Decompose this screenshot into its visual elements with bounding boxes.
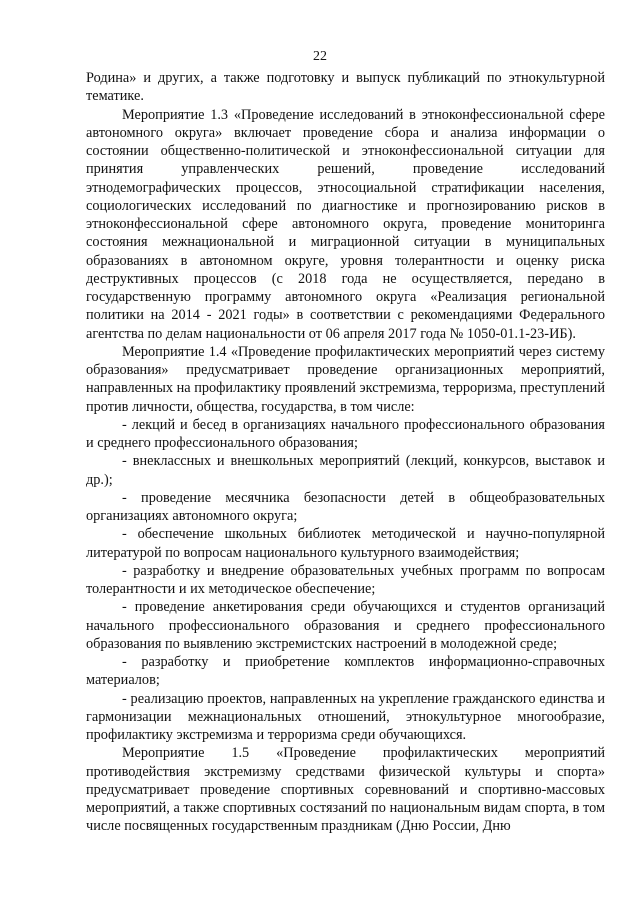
paragraph-measure-1-4: Мероприятие 1.4 «Проведение профилактических мероприятий через систему образования» предусматривает проведение организационных мероприятий, направленных на профилактику проявлений экстремизма, терроризма, преступлений против личности, общества, государства, в том числе: (86, 343, 605, 415)
list-item-lectures: - лекций и бесед в организациях начального профессионального образования и среднего профессионального образования; (86, 416, 605, 451)
paragraph-continuation: Родина» и других, а также подготовку и выпуск публикаций по этнокультурной тематике. (86, 70, 605, 105)
list-item-curricula: - разработку и внедрение образовательных учебных программ по вопросам толерантности и их методическое обеспечение; (86, 562, 605, 597)
list-item-reference-materials: - разработку и приобретение комплектов информационно-справочных материалов; (86, 654, 605, 689)
paragraph-measure-1-3: Мероприятие 1.3 «Проведение исследований в этноконфессиональной сфере автономного округа» включает проведение сбора и анализа информации о состоянии общественно-политической и этноконфессиональной ситуации для принятия управленческих решений, проведение исследований этнодемографических процессов, этносоциальной стратификации населения, социологических исследований по диагностике и прогнозированию рисков в этноконфессиональной сфере автономного округа, проведение мониторинга состояния межнациональной и миграционной ситуации в муниципальных образованиях в автономном округе, уровня толерантности и оценку риска деструктивных процессов (с 2018 года не осуществляется, передано в государственную программу автономного округа «Реализация региональной политики на 2014 - 2021 годы» в соответствии с рекомендациями Федерального агентства по делам национальности от 06 апреля 2017 года № 1050-01.1-23-ИБ). (86, 106, 605, 342)
list-item-extracurricular: - внеклассных и внешкольных мероприятий (лекций, конкурсов, выставок и др.); (86, 453, 605, 488)
paragraph-measure-1-5: Мероприятие 1.5 «Проведение профилактических мероприятий противодействия экстремизму средствами физической культуры и спорта» предусматривает проведение спортивных соревнований и спортивно-массовых мероприятий, а также спортивных состязаний по национальным видам спорта, в том числе посвященных государственным праздникам (Дню России, Дню (86, 745, 605, 835)
list-item-projects: - реализацию проектов, направленных на укрепление гражданского единства и гармонизации межнациональных отношений, этнокультурное многообразие, профилактику экстремизма и терроризма среди обучающихся. (86, 690, 605, 743)
list-item-surveys: - проведение анкетирования среди обучающихся и студентов организаций начального профессионального образования и среднего профессионального образования по выявлению экстремистских настроений в молодежной среде; (86, 599, 605, 652)
document-body (86, 69, 605, 836)
list-item-safety-month: - проведение месячника безопасности детей в общеобразовательных организациях автономного округа; (86, 489, 605, 524)
page-number: 22 (313, 49, 327, 64)
list-item-libraries: - обеспечение школьных библиотек методической и научно-популярной литературой по вопросам национального культурного взаимодействия; (86, 526, 605, 561)
